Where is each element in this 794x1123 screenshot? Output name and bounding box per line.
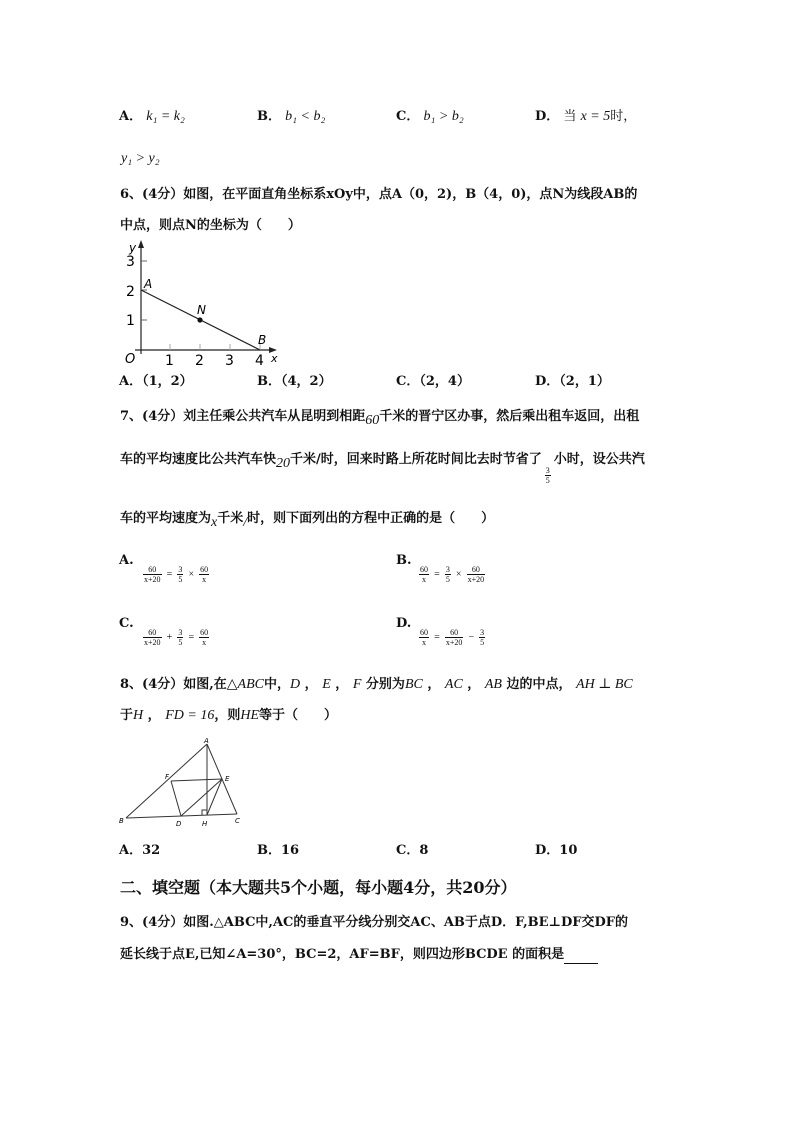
q8-triangle-figure [115,735,255,830]
q6-option-b: B．（4，2） [257,374,332,389]
segment-fd [171,781,181,816]
segment-fe [171,779,222,781]
q9-question-line2: 延长线于点E,已知∠A=30°，BC=2，AF=BF，则四边形BCDE 的面积是 [120,946,598,964]
fig-label-d: D [176,820,182,828]
y-axis-label: y [129,241,137,255]
q6-option-c: C．（2，4） [396,374,470,389]
q5-option-a: A． k₁ = k₂ [119,109,185,124]
fig-label-c: C [235,817,240,825]
fig-label-b: B [119,817,124,825]
section-2-heading: 二、填空题（本大题共5个小题，每小题4分，共20分） [120,878,517,897]
q7-question-line1: 7、(4分）刘主任乘公共汽车从昆明到相距60千米的晋宁区办事，然后乘出租车返回，出租 [120,409,640,428]
x-axis-label: x [271,352,278,365]
q7-option-b-equation: $\frac{60}{x}$ = $\frac{3}{5}$ × $\frac{60}{x+20}$ [420,565,485,584]
q6-option-a: A．（1，2） [119,374,193,389]
q7-question-line2: 车的平均速度比公共汽车快20千米/时，回来时路上所花时间比去时节省了 $\frac{3}{5}$ 小时，设公共汽 [120,452,645,485]
q6-question-line1: 6、(4分）如图，在平面直角坐标系xOy中，点A（0，2)，B（4，0)，点N为线段AB的 [120,187,638,202]
q8-question-line1: 8、(4分）如图,在△ABC中，D ， E ， F 分别为BC ， AC ， AB 边的中点， AH ⊥ BC [120,677,633,692]
q8-option-d: D．10 [535,843,578,858]
q5-option-b: B． b₁ < b₂ [257,109,326,124]
point-n-marker [197,317,202,322]
point-a-label: A [144,277,153,291]
q9-answer-blank[interactable] [564,950,598,964]
q5-option-d-continued: y₁ > y₂ [121,151,160,166]
fig-label-a: A [204,737,209,745]
q7-option-d-equation: $\frac{60}{x}$ = $\frac{60}{x+20}$ − $\frac{3}{5}$ [420,628,485,647]
q7-question-line3: 车的平均速度为x千米/时，则下面列出的方程中正确的是（ ） [120,511,495,530]
q8-option-c: C．8 [396,843,429,858]
q8-option-b: B．16 [257,843,300,858]
x-tick-label-4: 4 [255,353,264,368]
y-tick-label-3: 3 [126,254,135,270]
q9-question-line1: 9、(4分）如图.△ABC中,AC的垂直平分线分别交AC、AB于点D．F,BE⊥DF交DF的 [120,915,628,930]
side-ab [126,744,207,818]
q6-option-d: D．（2，1） [535,374,610,389]
q7-fraction-three-fifths: $\frac{3}{5}$ [545,466,550,485]
q6-coordinate-graph [115,238,285,368]
fig-label-h: H [202,820,208,828]
q5-option-c: C． b₁ > b₂ [396,109,464,124]
y-tick-label-1: 1 [126,313,135,329]
x-tick-label-3: 3 [225,353,234,368]
point-b-label: B [258,333,267,347]
origin-label: O [125,352,136,367]
fig-label-e: E [225,775,230,783]
segment-he [207,779,222,815]
q7-option-a-equation: $\frac{60}{x+20}$ = $\frac{3}{5}$ × $\frac{60}{x}$ [144,565,209,584]
q7-option-c-letter: C. [119,616,134,631]
q7-option-c-equation: $\frac{60}{x+20}$ + $\frac{3}{5}$ = $\frac{60}{x}$ [144,628,209,647]
q7-option-a-letter: A. [119,553,134,568]
fig-label-f: F [165,773,170,781]
x-tick-label-1: 1 [165,353,174,368]
q8-question-line2: 于H ， FD = 16，则HE等于（ ） [120,708,338,723]
x-tick-label-2: 2 [195,353,204,368]
y-axis-arrow-icon [138,240,144,248]
point-n-label: N [197,303,206,317]
y-tick-label-2: 2 [126,284,135,300]
right-angle-mark [202,810,207,815]
q5-option-d: D． 当 x = 5时， [535,109,637,124]
q6-question-line2: 中点，则点N的坐标为（ ） [120,218,301,233]
q8-option-a: A．32 [119,843,161,858]
q7-option-d-letter: D. [396,616,412,631]
q7-option-b-letter: B. [396,553,412,568]
